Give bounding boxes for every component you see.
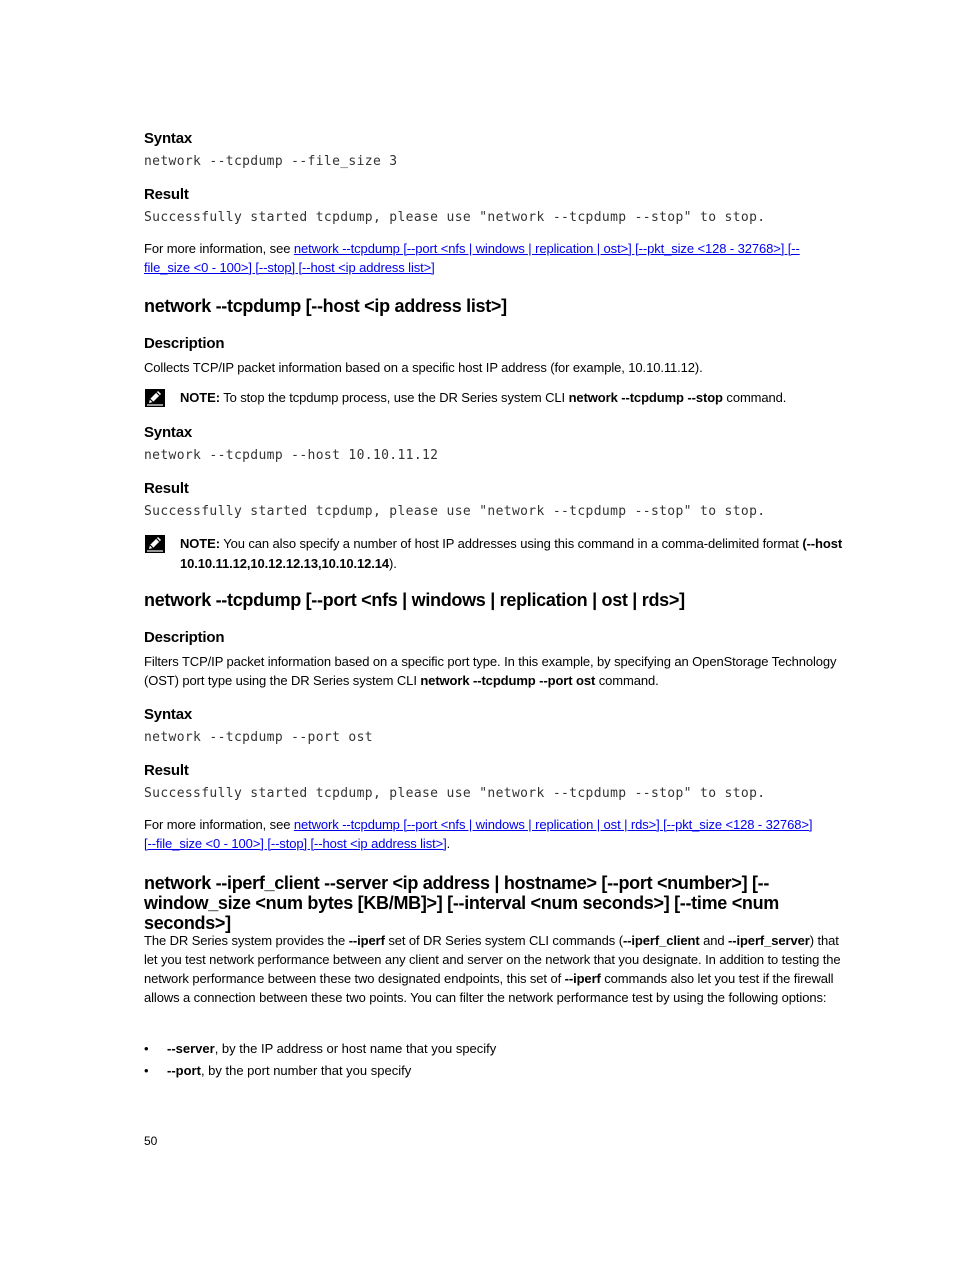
description-heading: Description	[144, 335, 225, 352]
option-list	[144, 1038, 844, 1082]
section-title-port: network --tcpdump [--port <nfs | windows | replication | ost | rds>]	[144, 590, 685, 610]
list-item	[144, 1060, 844, 1082]
description-command: network --tcpdump --port ost	[420, 673, 596, 688]
page-number: 50	[144, 1134, 158, 1148]
pencil-note-icon	[144, 388, 166, 408]
note-text	[180, 534, 844, 574]
iperf-text: set of DR Series system CLI commands (	[384, 933, 623, 948]
option-command: --server	[167, 1041, 215, 1056]
option-command: --port	[167, 1063, 201, 1078]
description-body: Filters TCP/IP packet information based on a specific port type. In this example, by specifying an OpenStorage Technology (OST) port type using the DR Series system CLI	[144, 654, 837, 688]
result-heading: Result	[144, 762, 189, 779]
note-label: NOTE:	[180, 536, 220, 551]
result-code: Successfully started tcpdump, please use "network --tcpdump --stop" to stop.	[144, 786, 766, 801]
description-text	[144, 652, 844, 690]
section-title-host: network --tcpdump [--host <ip address list>]	[144, 296, 507, 316]
note-body: You can also specify a number of host IP addresses using this command in a comma-delimited format	[219, 536, 803, 551]
iperf-command: --iperf_server	[728, 933, 810, 948]
option-text: , by the IP address or host name that you specify	[214, 1041, 497, 1056]
more-info-link-cont[interactable]: [--file_size <0 - 100>] [--stop] [--host <ip address list>]	[144, 836, 447, 851]
note-command: (--host 10.10.11.12,10.12.12.13,10.10.12.14	[180, 536, 843, 571]
more-info-link[interactable]: network --tcpdump [--port <nfs | windows | replication | ost>] [--pkt_size <128 - 32768>] [--	[293, 241, 800, 256]
syntax-code: network --tcpdump --port ost	[144, 730, 373, 745]
more-info-end: .	[446, 836, 451, 851]
pencil-note-icon	[144, 534, 166, 554]
more-info-link-cont[interactable]: file_size <0 - 100>] [--stop] [--host <ip address list>]	[144, 260, 435, 275]
result-heading: Result	[144, 480, 189, 497]
bullet-icon: •	[144, 1041, 149, 1056]
description-end: command.	[595, 673, 659, 688]
iperf-text: ) that let you test network performance between any client and server on the network that you designate. In addition to testing the network performance between these two designated endpoints, this set of	[144, 933, 841, 986]
result-code: Successfully started tcpdump, please use "network --tcpdump --stop" to stop.	[144, 504, 766, 519]
description-text: Collects TCP/IP packet information based on a specific host IP address (for example, 10.10.11.12).	[144, 360, 703, 375]
iperf-text: commands also let you test if the firewall allows a connection between these two points. You can filter the network performance test by using the following options:	[144, 971, 834, 1005]
more-info-paragraph	[144, 815, 812, 853]
syntax-code: network --tcpdump --host 10.10.11.12	[144, 448, 439, 463]
note-end: ).	[389, 556, 397, 571]
syntax-heading: Syntax	[144, 130, 192, 147]
note-body: To stop the tcpdump process, use the DR Series system CLI	[219, 390, 569, 405]
note-command: network --tcpdump --stop	[568, 390, 723, 405]
iperf-command: --iperf_client	[622, 933, 700, 948]
description-heading: Description	[144, 629, 225, 646]
iperf-paragraph	[144, 931, 844, 1007]
note-label: NOTE:	[180, 390, 220, 405]
iperf-text: The DR Series system provides the	[144, 933, 349, 948]
syntax-heading: Syntax	[144, 424, 192, 441]
more-info-link[interactable]: network --tcpdump [--port <nfs | windows | replication | ost | rds>] [--pkt_size <128 - 32768>]	[293, 817, 813, 832]
note-text	[180, 388, 844, 408]
iperf-command: --iperf	[348, 933, 385, 948]
bullet-icon: •	[144, 1063, 149, 1078]
syntax-code: network --tcpdump --file_size 3	[144, 154, 398, 169]
iperf-command: --iperf	[564, 971, 601, 986]
option-text: , by the port number that you specify	[200, 1063, 412, 1078]
list-item	[144, 1038, 844, 1060]
result-code: Successfully started tcpdump, please use "network --tcpdump --stop" to stop.	[144, 210, 766, 225]
more-info-prefix: For more information, see	[144, 817, 294, 832]
more-info-paragraph	[144, 239, 800, 277]
syntax-heading: Syntax	[144, 706, 192, 723]
result-heading: Result	[144, 186, 189, 203]
section-title-iperf: network --iperf_client --server <ip address | hostname> [--port <number>] [--window_size <num bytes [KB/MB]>] [--interval <num seconds>] [--time <num seconds>]	[144, 873, 779, 933]
iperf-text: and	[699, 933, 728, 948]
more-info-prefix: For more information, see	[144, 241, 294, 256]
note-end: command.	[722, 390, 787, 405]
